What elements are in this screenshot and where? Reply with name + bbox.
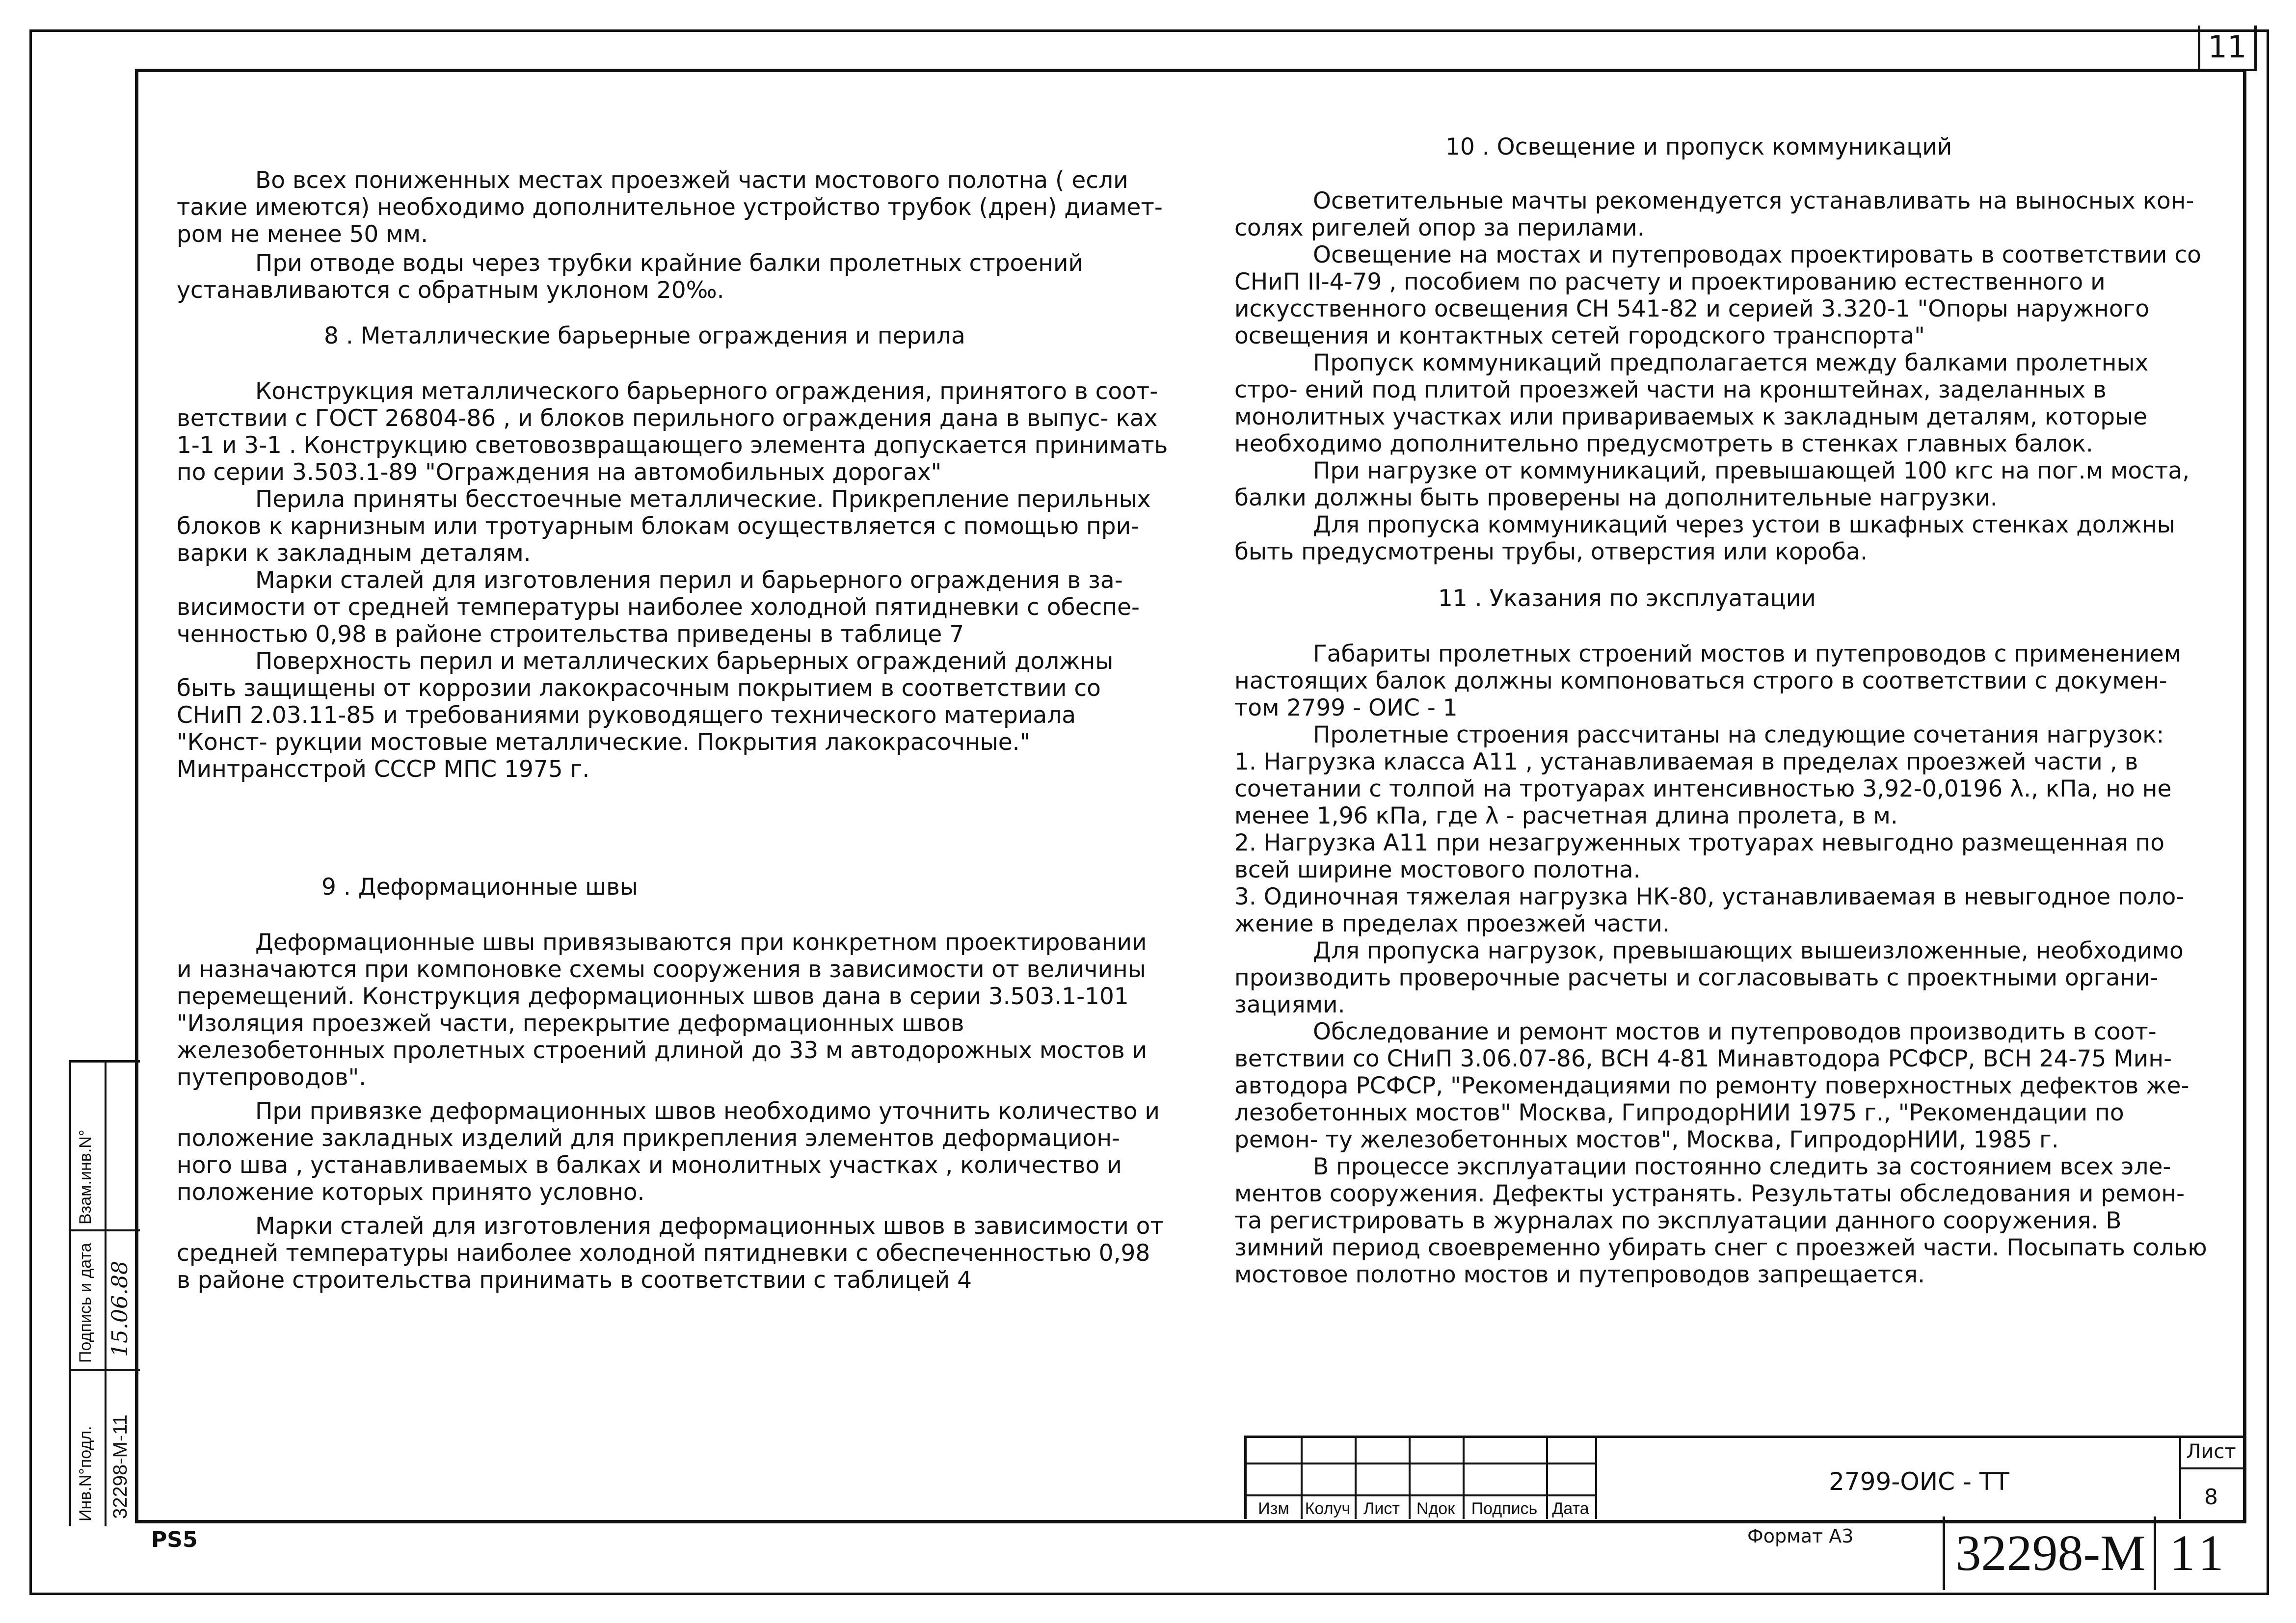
left-column	[177, 167, 1168, 1294]
right-column	[1234, 133, 2214, 1288]
paragraph: Поверхность перил и металлических барьерных ограждений должны быть защищены от коррозии лакокрасочным покрытием в соответствии со СНиП 2.03.11-85 и требованиями руководящего технического материала "Конст- рукции мостовые металлические. Покрытия лакокрасочные." Минтрансстрой СССР МПС 1975 г.	[177, 648, 1114, 783]
header-ndok: Nдок	[1416, 1499, 1455, 1518]
table-line	[1247, 1494, 1595, 1496]
header-podpis: Подпись	[1471, 1499, 1538, 1518]
header-koluch: Колуч	[1305, 1499, 1351, 1518]
signature-date-label: Подпись и дата	[76, 1243, 95, 1363]
paragraph: При привязке деформационных швов необходимо уточнить количество и положение закладных изделий для прикрепления элементов деформацион- ного шва , устанавливаемых в балках и монолитных участках , количество и положение которых принято условно.	[177, 1098, 1160, 1206]
page-number: 11	[2154, 1517, 2242, 1590]
table-line	[2179, 1438, 2181, 1519]
paragraph: Осветительные мачты рекомендуется устанавливать на выносных кон- солях ригелей опор за перилами.	[1234, 187, 2194, 241]
list-item: 2. Нагрузка А11 при незагруженных тротуарах невыгодно размещенная по всей ширине мостового полотна.	[1234, 829, 2165, 883]
header-list: Лист	[1363, 1499, 1400, 1518]
paragraph: Пропуск коммуникаций предполагается между балками пролетных стро- ений под плитой проезжей части на кронштейнах, заделанных в монолитных участках или привариваемых к закладным деталям, которые необходимо дополнительно предусмотреть в стенках главных балок.	[1234, 349, 2149, 457]
document-code: 2799-ОИС - ТТ	[1829, 1467, 2009, 1496]
paragraph: Пролетные строения рассчитаны на следующие сочетания нагрузок:	[1313, 721, 2164, 748]
format-label: Формат А3	[1747, 1525, 1854, 1547]
paragraph: Деформационные швы привязываются при конкретном проектировании и назначаются при компоновке схемы сооружения в зависимости от величины перемещений. Конструкция деформационных швов дана в серии 3.503.1-101 "Изоляция проезжей части, перекрытие деформационных швов железобетонных пролетных строений длиной до 33 м автодорожных мостов и путепроводов".	[177, 929, 1148, 1091]
section-8-heading: 8 . Металлические барьерные ограждения и перила	[324, 322, 965, 349]
paragraph: При нагрузке от коммуникаций, превышающей 100 кгс на пог.м моста, балки должны быть проверены на дополнительные нагрузки.	[1234, 457, 2190, 511]
paragraph: Марки сталей для изготовления перил и барьерного ограждения в за- висимости от средней температуры наиболее холодной пятидневки с обеспе- ченностью 0,98 в районе строительства приведены в таблице 7	[177, 567, 1140, 648]
album-code-box	[1943, 1517, 2240, 1590]
table-line	[1595, 1438, 1597, 1519]
album-code: 32298-М	[1943, 1517, 2156, 1590]
paragraph: В процессе эксплуатации постоянно следить за состоянием всех эле- ментов сооружения. Дефекты устранять. Результаты обследования и ремон- та регистрировать в журналах по эксплуатации данного сооружения. В зимний период своевременно убирать снег с проезжей части. Посыпать солью мостовое полотно мостов и путепроводов запрещается.	[1234, 1153, 2207, 1288]
approval-stamp	[69, 1060, 140, 1526]
stamp-divider	[71, 1229, 140, 1231]
ps5-label: PS5	[151, 1527, 198, 1552]
title-block	[1244, 1436, 2246, 1519]
paragraph: Перила приняты бесстоечные металлические. Прикрепление перильных блоков к карнизным или тротуарным блокам осуществляется с помощью при- варки к закладным деталям.	[177, 486, 1151, 567]
header-izm: Изм	[1258, 1499, 1289, 1518]
table-line	[1247, 1463, 1595, 1464]
paragraph: Марки сталей для изготовления деформационных швов в зависимости от средней температуры наиболее холодной пятидневки с обеспеченностью 0,98 в районе строительства принимать в соответствии с таблицей 4	[177, 1213, 1164, 1294]
list-item: 3. Одиночная тяжелая нагрузка НК-80, устанавливаемая в невыгодное поло- жение в пределах проезжей части.	[1234, 883, 2185, 937]
list-item: 1. Нагрузка класса А11 , устанавливаемая в пределах проезжей части , в сочетании с толпой на тротуарах интенсивностью 3,92-0,0196 λ., кПа, но не менее 1,96 кПа, где λ - расчетная длина пролета, в м.	[1234, 748, 2172, 829]
stamp-divider	[71, 1369, 140, 1371]
inv-number-label: Инв.N°подл.	[76, 1426, 95, 1521]
paragraph: Для пропуска коммуникаций через устои в шкафных стенках должны быть предусмотрены трубы, отверстия или короба.	[1234, 511, 2175, 565]
paragraph: При отводе воды через трубки крайние балки пролетных строений устанавливаются с обратным уклоном 20‰.	[177, 250, 1084, 304]
stamp-divider	[105, 1063, 107, 1526]
paragraph: Для пропуска нагрузок, превышающих вышеизложенные, необходимо производить проверочные расчеты и согласовывать с проектными органи- зациями.	[1234, 937, 2184, 1018]
section-11-heading: 11 . Указания по эксплуатации	[1438, 585, 1816, 612]
paragraph: Во всех пониженных местах проезжей части мостового полотна ( если такие имеются) необходимо дополнительное устройство трубок (дрен) диамет- ром не менее 50 мм.	[177, 167, 1163, 248]
section-9-heading: 9 . Деформационные швы	[321, 874, 638, 901]
paragraph: Конструкция металлического барьерного ограждения, принятого в соот- ветствии с ГОСТ 26804-86 , и блоков перильного ограждения дана в выпус- ках 1-1 и 3-1 . Конструкцию световозвращающего элемента допускается принимать по серии 3.503.1-89 "Ограждения на автомобильных дорогах"	[177, 378, 1168, 486]
vzam-inv-label: Взам.инв.N°	[76, 1129, 95, 1224]
top-page-number: 11	[2198, 26, 2257, 71]
paragraph: Габариты пролетных строений мостов и путепроводов с применением настоящих балок должны компоноваться строго в соответствии с докумен- том 2799 - ОИС - 1	[1234, 640, 2182, 721]
inv-number-value: 32298-М-11	[109, 1414, 131, 1519]
paragraph: Обследование и ремонт мостов и путепроводов производить в соот- ветствии со СНиП 3.06.07-86, ВСН 4-81 Минавтодора РСФСР, ВСН 24-75 Мин- автодора РСФСР, "Рекомендациями по ремонту поверхностных дефектов же- лезобетонных мостов" Москва, ГипродорНИИ 1975 г., "Рекомендации по ремон- ту железобетонных мостов", Москва, ГипродорНИИ, 1985 г.	[1234, 1018, 2189, 1153]
header-data: Дата	[1552, 1499, 1589, 1518]
table-line	[2179, 1467, 2246, 1469]
section-10-heading: 10 . Освещение и пропуск коммуникаций	[1445, 133, 1952, 160]
sheet-label: Лист	[2186, 1440, 2236, 1463]
sheet-number: 8	[2204, 1485, 2218, 1510]
paragraph: Освещение на мостах и путепроводах проектировать в соответствии со СНиП II-4-79 , пособием по расчету и проектированию естественного и искусственного освещения СН 541-82 и серией 3.320-1 "Опоры наружного освещения и контактных сетей городского транспорта"	[1234, 241, 2201, 349]
signature-date-value: 15.06.88	[107, 1261, 133, 1357]
